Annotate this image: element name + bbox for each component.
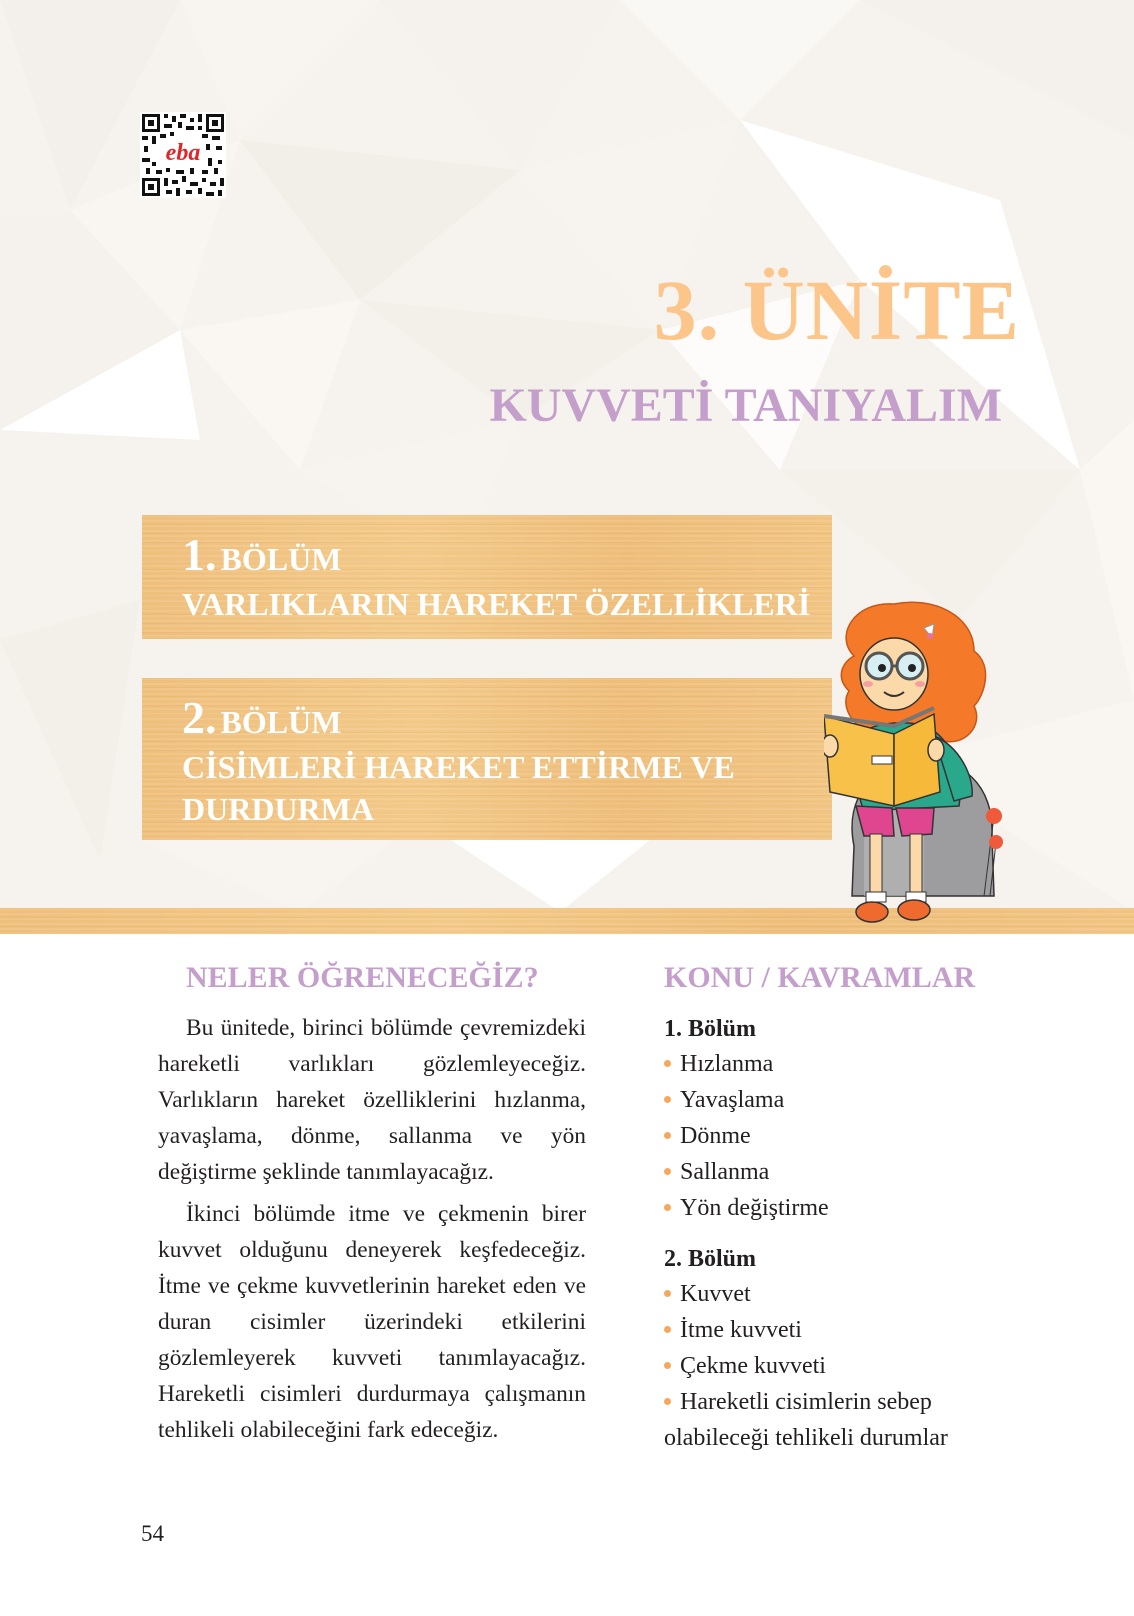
list-item-text: Hızlanma [680,1051,774,1077]
bullet-icon [664,1168,671,1175]
learning-goals-section [158,960,586,1448]
eba-logo: eba [160,140,206,166]
section-2-title-line-1: CİSİMLERİ HAREKET ETTİRME VE [182,749,735,785]
concepts-section [664,960,1004,1456]
section-1-heading [182,529,832,581]
list-item-text: Yavaşlama [680,1087,785,1113]
list-item [664,1082,1004,1118]
list-item-text: Sallanma [680,1159,770,1185]
learning-goals-paragraph-2: İkinci bölümde itme ve çekmenin birer kuvvet olduğunu deneyerek keşfedeceğiz. İtme ve çekme kuvvetlerinin hareket eden ve duran cisimler üzerindeki etkilerini gözlemleyerek kuvveti tanımlayacağız. Hareketli cisimleri durdurmaya çalışmanın tehlikeli olabileceğini fark edeceğiz. [158,1201,586,1443]
list-item [664,1118,1004,1154]
list-item [664,1312,1004,1348]
section-number: 1. [182,529,217,580]
qr-code[interactable] [140,112,226,198]
page-number: 54 [141,1521,164,1546]
unit-subtitle: KUVVETİ TANIYALIM [489,379,1002,432]
unit-title: 3. ÜNİTE [653,262,1020,358]
list-item-text: Hareketli cisimlerin sebep olabileceği tehlikeli durumlar [664,1389,948,1451]
bullet-icon [664,1132,671,1139]
list-item-text: Yön değiştirme [680,1195,829,1221]
learning-goals-paragraph-1: Bu ünitede, birinci bölümde çevremizdeki hareketli varlıkları gözlemleyeceğiz. Varlıkların hareket özelliklerini hızlanma, yavaşlama, dönme, sallanma ve yön değiştirme şeklinde tanımlayacağız. [158,1015,586,1185]
girl-reading-illustration [824,596,1024,932]
bullet-icon [664,1362,671,1369]
bullet-icon [664,1326,671,1333]
list-item [664,1384,1004,1456]
concepts-group-1-list [664,1046,1004,1226]
section-2-banner [142,678,832,840]
list-item [664,1276,1004,1312]
learning-goals-heading: NELER ÖĞRENECEĞİZ? [186,961,539,994]
bullet-icon [664,1290,671,1297]
section-word: BÖLÜM [220,704,342,740]
section-number: 2. [182,692,217,743]
list-item [664,1348,1004,1384]
bullet-icon [664,1060,671,1067]
list-item [664,1154,1004,1190]
list-item-text: Dönme [680,1123,751,1149]
section-1-banner [142,515,832,639]
list-item [664,1046,1004,1082]
concepts-group-1-title: 1. Bölüm [664,1016,757,1042]
section-2-heading [182,692,832,744]
section-word: BÖLÜM [220,541,342,577]
list-item-text: Kuvvet [680,1281,751,1307]
section-1-title: VARLIKLARIN HAREKET ÖZELLİKLERİ [182,586,811,622]
list-item-text: İtme kuvveti [680,1317,802,1343]
section-2-title-line-2: DURDURMA [182,791,374,827]
bullet-icon [664,1398,671,1405]
concepts-heading: KONU / KAVRAMLAR [664,961,976,994]
concepts-group-2-title: 2. Bölüm [664,1246,757,1272]
concepts-group-2-list [664,1276,1004,1456]
list-item [664,1190,1004,1226]
list-item-text: Çekme kuvveti [680,1353,826,1379]
bullet-icon [664,1096,671,1103]
bullet-icon [664,1204,671,1211]
